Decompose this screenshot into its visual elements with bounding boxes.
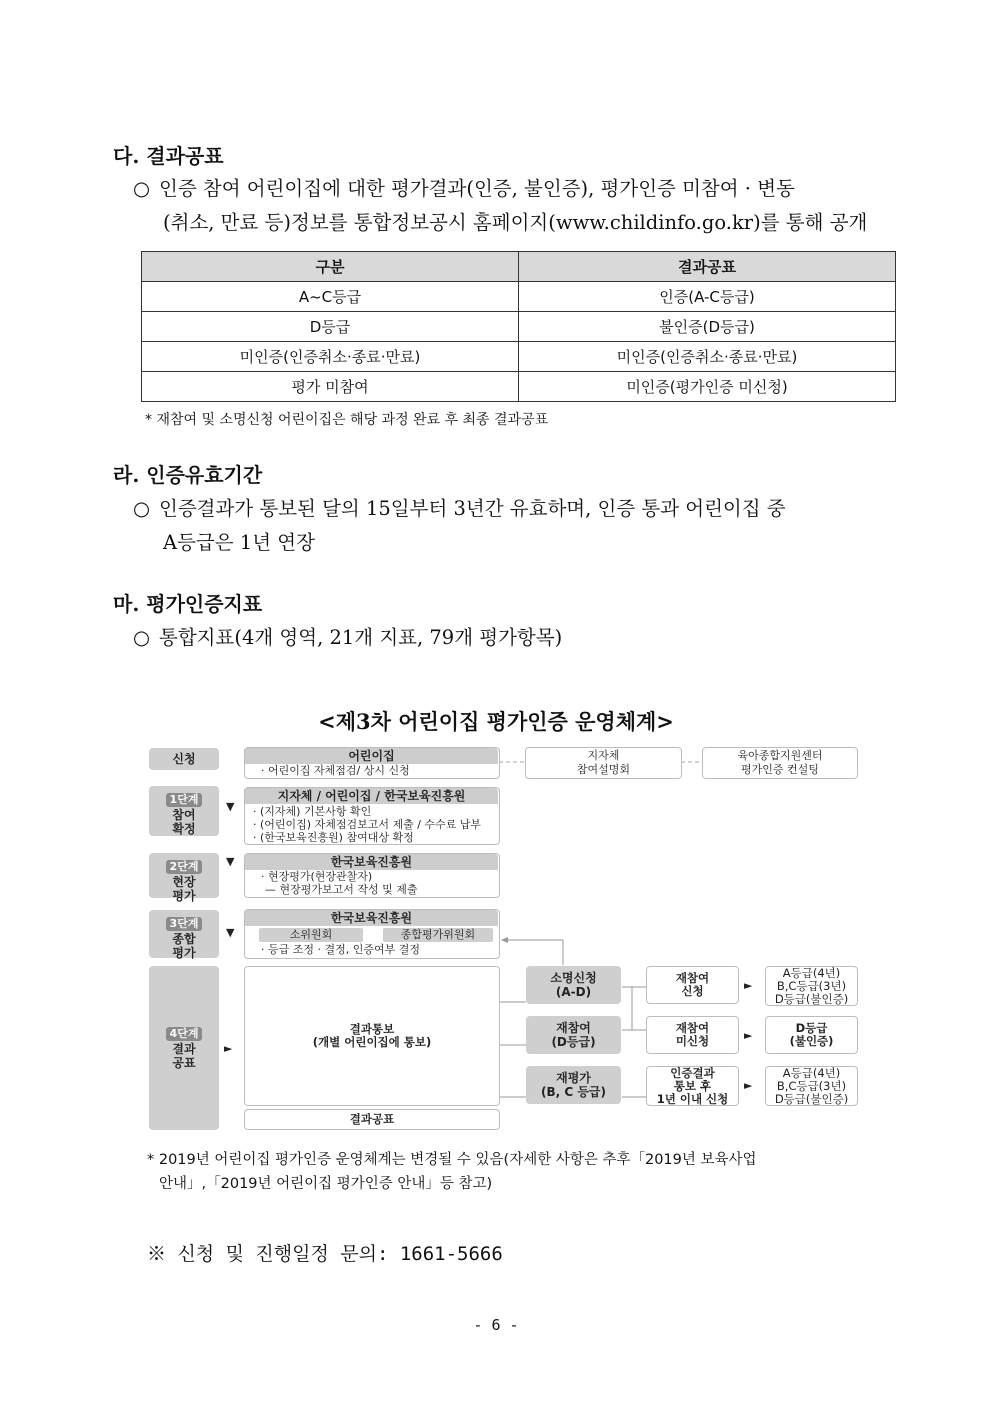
stage-2-line-2: 평가 bbox=[172, 889, 196, 903]
right-arrow-icon: ► bbox=[744, 979, 753, 992]
stage-2-tag: 2단계 bbox=[166, 860, 203, 874]
result-notice-desc: (개별 어린이집에 통보) bbox=[312, 1035, 432, 1049]
reeval-desc: (B, C 등급) bbox=[540, 1085, 607, 1099]
validity-line-2: A등급은 1년 연장 bbox=[163, 531, 315, 554]
diagram-footnote bbox=[147, 1148, 757, 1196]
table-note: * 재참여 및 소명신청 어린이집은 해당 과정 완료 후 최종 결과공표 bbox=[145, 412, 549, 428]
table-cell: A~C등급 bbox=[142, 282, 519, 312]
local-gov-title: 지자체 bbox=[587, 749, 620, 762]
down-arrow-icon: ▼ bbox=[226, 800, 235, 813]
footnote-line-1: * 2019년 어린이집 평가인증 운영체계는 변경될 수 있음(자세한 사항은 추후「2019년 보육사업 bbox=[147, 1152, 757, 1168]
table-cell: 평가 미참여 bbox=[142, 372, 519, 402]
table-header: 구분 bbox=[142, 252, 519, 282]
stage-1-line-2: 확정 bbox=[172, 822, 196, 836]
stage-4-line-2: 공표 bbox=[172, 1056, 196, 1070]
table-cell: 미인증(인증취소·종료·만료) bbox=[142, 342, 519, 372]
validity-paragraph bbox=[133, 492, 903, 560]
grade-line: B,C등급(3년) bbox=[776, 978, 847, 993]
stage-2 bbox=[149, 853, 219, 903]
grade-line: A등급(4년) bbox=[782, 965, 841, 980]
stage-3-line-2: 평가 bbox=[172, 946, 196, 960]
grade-result-box-2 bbox=[765, 1016, 858, 1054]
stage-1-box-title: 지자체 / 어린이집 / 한국보육진흥원 bbox=[245, 788, 498, 804]
local-gov-box bbox=[525, 747, 682, 779]
cert-apply-line-3: 1년 이내 신청 bbox=[656, 1091, 729, 1106]
stage-3-box bbox=[244, 909, 500, 959]
stage-4-tag: 4단계 bbox=[166, 1027, 203, 1041]
stage-1-item: · (한국보육진흥원) 참여대상 확정 bbox=[253, 831, 414, 844]
table-cell: 미인증(평가인증 미신청) bbox=[519, 372, 896, 402]
result-notice-title: 결과통보 bbox=[349, 1022, 395, 1036]
grade-line: D등급(불인증) bbox=[774, 991, 849, 1006]
rejoin-noapply-title: 재참여 bbox=[675, 1021, 710, 1035]
result-line-2: (취소, 만료 등)정보를 통합정보공시 홈페이지(www.childinfo.go.kr)를 통해 공개 bbox=[163, 211, 868, 234]
support-center-title: 육아종합지원센터 bbox=[737, 749, 823, 762]
bullet-icon: ○ bbox=[133, 497, 151, 520]
daycare-apply-box bbox=[244, 747, 500, 779]
page-number: - 6 - bbox=[473, 1316, 519, 1334]
cert-apply-line-1: 인증결과 bbox=[670, 1065, 715, 1080]
stage-1-box bbox=[244, 787, 500, 845]
table-cell: 불인증(D등급) bbox=[519, 312, 896, 342]
stage-apply-label: 신청 bbox=[172, 752, 196, 766]
table-cell: 미인증(인증취소·종료·만료) bbox=[519, 342, 896, 372]
footnote-line-2: 안내」,「2019년 어린이집 평가인증 안내」등 참고) bbox=[159, 1176, 493, 1192]
stage-1-tag: 1단계 bbox=[166, 793, 203, 807]
publish-box bbox=[244, 1109, 500, 1130]
grade-result-box-3 bbox=[765, 1066, 858, 1106]
section-heading-result: 다. 결과공표 bbox=[113, 144, 224, 168]
stage-2-box bbox=[244, 853, 500, 898]
support-center-desc: 평가인증 컨설팅 bbox=[741, 763, 819, 776]
table-row bbox=[142, 372, 896, 402]
stage-3-tag: 3단계 bbox=[166, 917, 203, 931]
stage-4-line-1: 결과 bbox=[172, 1042, 196, 1056]
appeal-box bbox=[526, 966, 621, 1004]
grade-line: B,C등급(3년) bbox=[776, 1078, 847, 1093]
validity-line-1: 인증결과가 통보된 달의 15일부터 3년간 유효하며, 인증 통과 어린이집 중 bbox=[159, 497, 786, 520]
indicators-paragraph bbox=[133, 621, 562, 655]
stage-3-box-title: 한국보육진흥원 bbox=[245, 910, 498, 926]
diagram-caption: <제3차 어린이집 평가인증 운영체계> bbox=[318, 709, 674, 734]
publish-label: 결과공표 bbox=[349, 1112, 395, 1126]
table-header-row bbox=[142, 252, 896, 282]
subcommittee-tag: 소위원회 bbox=[259, 928, 363, 942]
bullet-icon: ○ bbox=[133, 177, 151, 200]
grade-line: A등급(4년) bbox=[782, 1065, 841, 1080]
bullet-icon: ○ bbox=[133, 626, 151, 649]
stage-3 bbox=[149, 910, 219, 958]
grade-line: D등급(불인증) bbox=[774, 1091, 849, 1106]
appeal-title: 소명신청 bbox=[550, 971, 597, 985]
rejoin-title: 재참여 bbox=[556, 1021, 591, 1035]
local-gov-desc: 참여설명회 bbox=[576, 763, 631, 776]
table-cell: D등급 bbox=[142, 312, 519, 342]
stage-2-line-1: 현장 bbox=[172, 875, 196, 889]
result-line-1: 인증 참여 어린이집에 대한 평가결과(인증, 불인증), 평가인증 미참여 · 변동 bbox=[159, 177, 795, 200]
result-table bbox=[141, 251, 896, 402]
table-row bbox=[142, 342, 896, 372]
cert-apply-line-2: 통보 후 bbox=[673, 1078, 712, 1093]
section-heading-indicators: 마. 평가인증지표 bbox=[113, 592, 263, 616]
right-arrow-icon: ► bbox=[224, 1042, 233, 1055]
rejoin-box bbox=[526, 1016, 621, 1054]
table-cell: 인증(A-C등급) bbox=[519, 282, 896, 312]
stage-apply bbox=[149, 748, 219, 770]
down-arrow-icon: ▼ bbox=[226, 855, 235, 868]
rejoin-desc: (D등급) bbox=[551, 1035, 596, 1049]
stage-3-line-1: 종합 bbox=[172, 932, 196, 946]
support-center-box bbox=[702, 747, 858, 779]
result-paragraph bbox=[133, 172, 903, 240]
result-notice-box bbox=[244, 966, 500, 1106]
stage-4 bbox=[149, 966, 219, 1130]
indicators-line-1: 통합지표(4개 영역, 21개 지표, 79개 평가항목) bbox=[159, 626, 563, 649]
grade-line: D등급 bbox=[795, 1021, 828, 1035]
table-header: 결과공표 bbox=[519, 252, 896, 282]
rejoin-apply-desc: 신청 bbox=[681, 984, 704, 998]
reeval-title: 재평가 bbox=[556, 1071, 591, 1085]
stage-2-item: · 현장평가(현장관찰자) bbox=[261, 870, 373, 883]
evaluation-committee-tag: 종합평가위원회 bbox=[383, 928, 493, 942]
down-arrow-icon: ▼ bbox=[226, 926, 235, 939]
stage-2-item: — 현장평가보고서 작성 및 제출 bbox=[265, 883, 418, 896]
rejoin-noapply-box bbox=[646, 1016, 739, 1054]
section-heading-validity: 라. 인증유효기간 bbox=[113, 463, 263, 487]
rejoin-apply-title: 재참여 bbox=[675, 971, 710, 985]
stage-2-box-title: 한국보육진흥원 bbox=[245, 854, 498, 870]
stage-3-item: · 등급 조정 · 결정, 인증여부 결정 bbox=[261, 943, 420, 956]
grade-line: (불인증) bbox=[789, 1034, 834, 1048]
rejoin-apply-box bbox=[646, 966, 739, 1004]
appeal-desc: (A-D) bbox=[555, 985, 592, 999]
table-row bbox=[142, 312, 896, 342]
daycare-apply-title: 어린이집 bbox=[245, 748, 498, 764]
daycare-apply-desc: · 어린이집 자체점검/ 상시 신청 bbox=[261, 764, 410, 777]
stage-1-line-1: 참여 bbox=[172, 808, 196, 822]
reeval-box bbox=[526, 1066, 621, 1104]
table-row bbox=[142, 282, 896, 312]
stage-1 bbox=[149, 786, 219, 836]
cert-apply-box bbox=[646, 1066, 739, 1106]
rejoin-noapply-desc: 미신청 bbox=[675, 1034, 710, 1048]
right-arrow-icon: ► bbox=[744, 1079, 753, 1092]
grade-result-box-1 bbox=[765, 966, 858, 1006]
right-arrow-icon: ► bbox=[744, 1029, 753, 1042]
stage-1-item: · (지자체) 기본사항 확인 bbox=[253, 805, 372, 818]
contact-info: ※ 신청 및 진행일정 문의: 1661-5666 bbox=[147, 1243, 503, 1265]
stage-1-item: · (어린이집) 자체점검보고서 제출 / 수수료 납부 bbox=[253, 818, 482, 831]
